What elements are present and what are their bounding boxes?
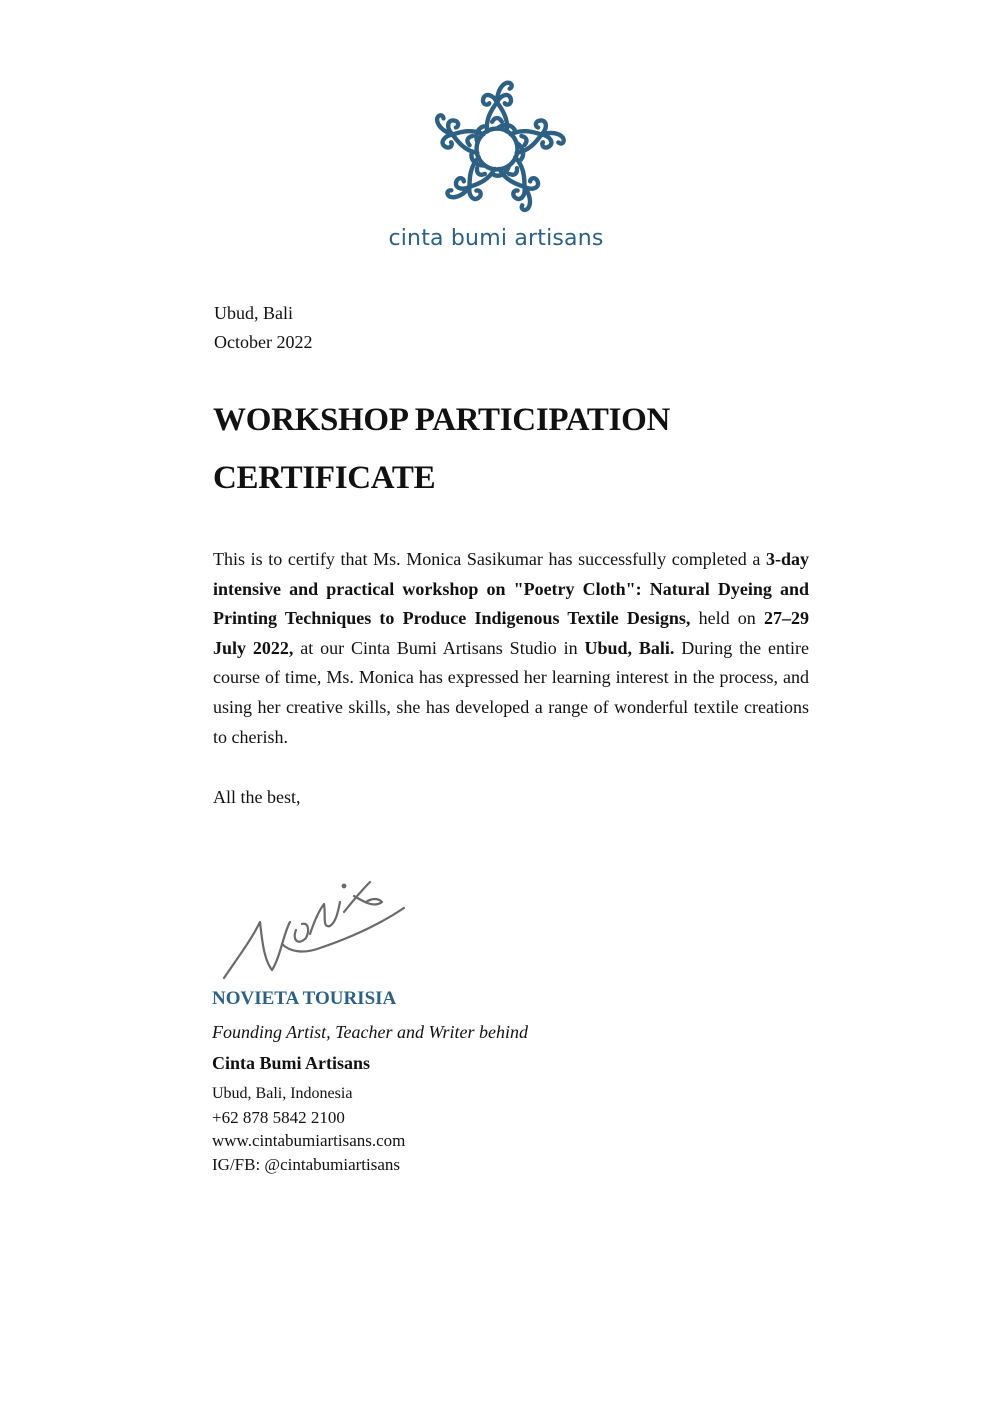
contact-website: www.cintabumiartisans.com [212,1131,406,1150]
certificate-title [213,391,833,507]
signatory-name: NOVIETA TOURISIA [212,988,397,1009]
body-text-4: During the entire course of time, Ms. Monica has expressed her learning interest in the process, and using her creative skills, she has developed a range of wonderful textile creations to cherish. [213,637,809,747]
certificate-title-line1: WORKSHOP PARTICIPATION [213,402,671,438]
letter-date: October 2022 [214,332,313,352]
letter-header [214,299,312,357]
organization-name: Cinta Bumi Artisans [212,1053,371,1073]
floral-star-logo-icon [424,76,570,222]
contact-social: IG/FB: @cintabumiartisans [212,1154,400,1174]
contact-block [212,1082,405,1176]
body-text-3: at our Cinta Bumi Artisans Studio in [293,637,585,658]
body-bold-location: Ubud, Bali. [584,637,675,658]
certificate-body [213,545,809,752]
body-bold-dates: 27–29 July 2022, [213,608,809,658]
body-text-2: held on [690,608,764,629]
contact-location: Ubud, Bali, Indonesia [212,1085,353,1102]
closing-line: All the best, [213,787,301,807]
contact-phone: +62 878 5842 2100 [212,1107,345,1127]
handwritten-signature-icon [214,872,414,984]
body-text-1: This is to certify that Ms. Monica Sasikumar has successfully completed a [213,549,766,569]
signatory-role: Founding Artist, Teacher and Writer behind [212,1022,529,1042]
letter-place: Ubud, Bali [214,303,293,323]
body-bold-workshop: 3-day intensive and practical workshop on "Poetry Cloth": Natural Dyeing and Printing Techniques to Produce Indigenous Textile Designs, [213,549,809,629]
certificate-title-line2: CERTIFICATE [213,460,436,496]
brand-name: cinta bumi artisans [388,226,604,251]
